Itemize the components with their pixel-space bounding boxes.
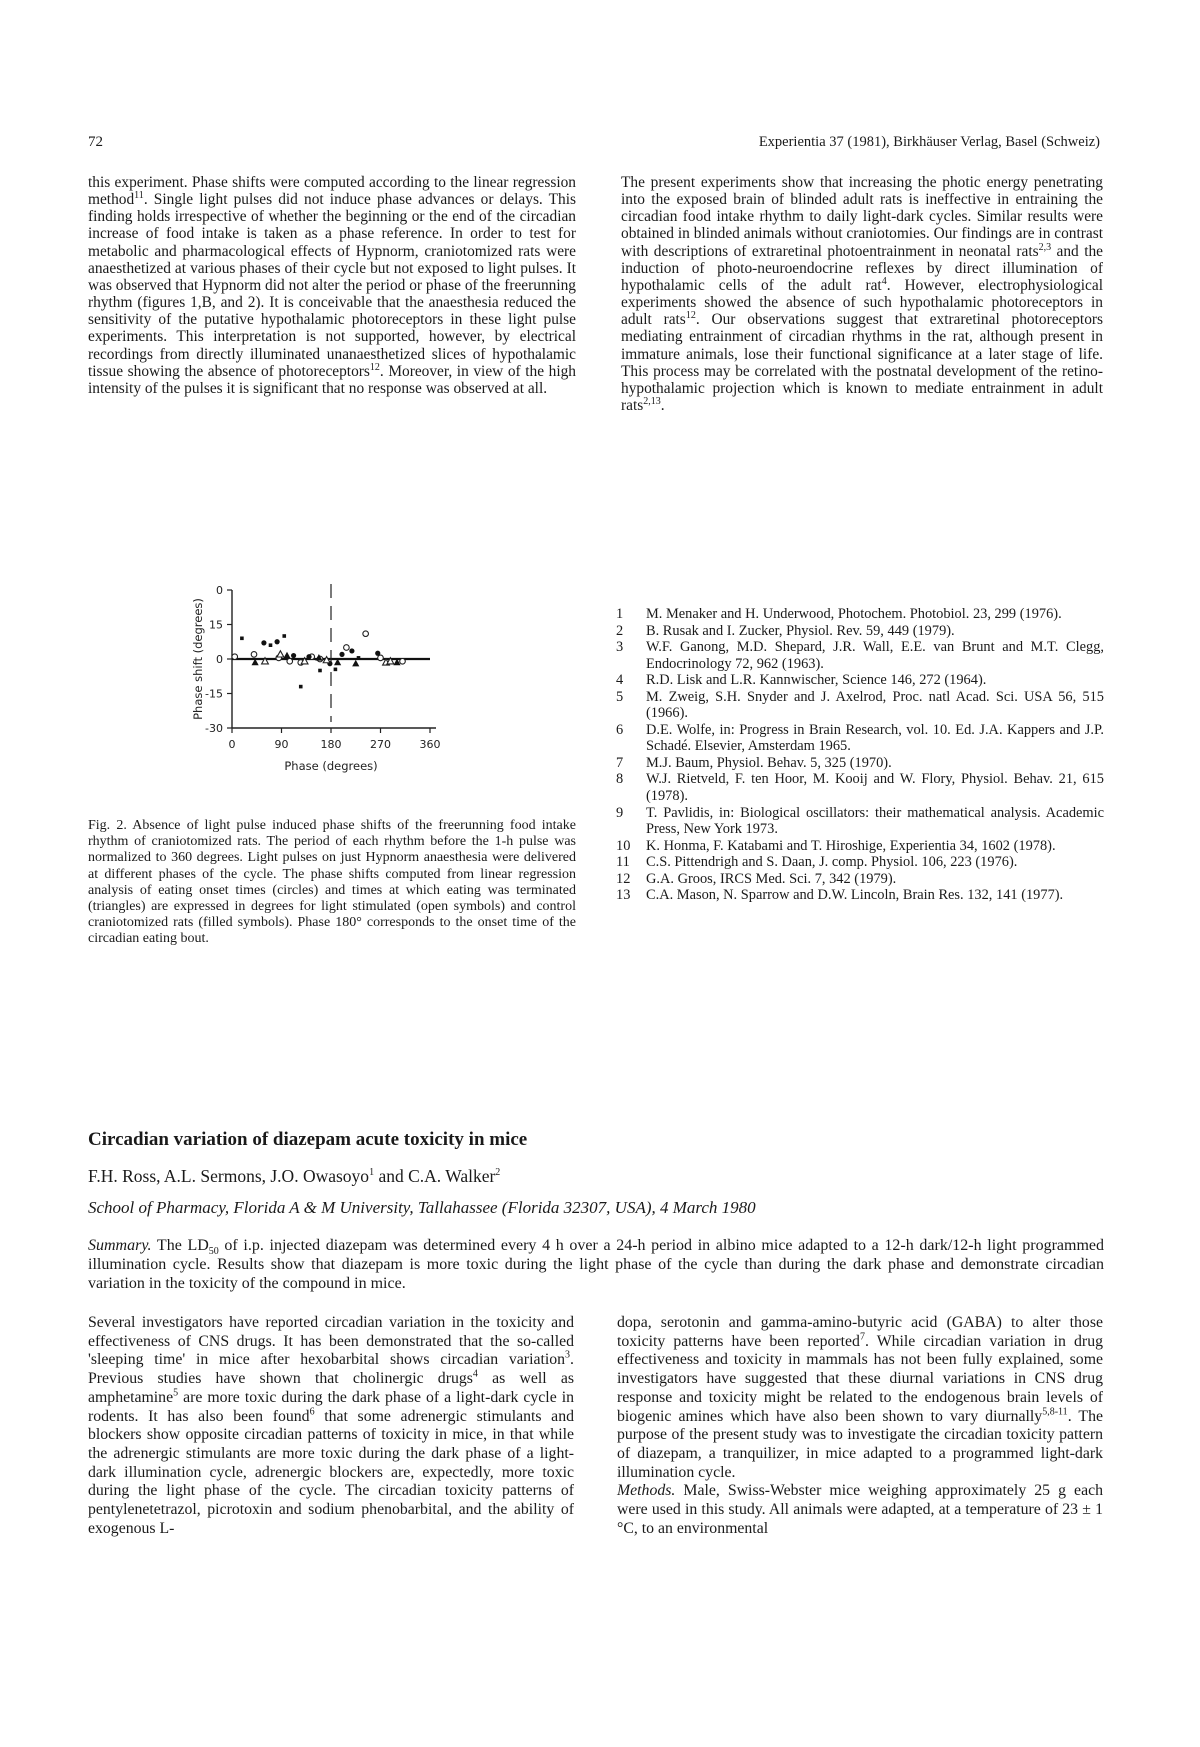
reference-text: G.A. Groos, IRCS Med. Sci. 7, 342 (1979).	[646, 870, 897, 887]
filled-circle-point	[339, 652, 344, 657]
reference-item	[612, 871, 1104, 888]
filled-circle-point	[306, 654, 311, 659]
reference-number: 10	[616, 837, 631, 854]
filled-square-point	[269, 643, 273, 647]
x-tick-label: 180	[320, 738, 342, 751]
open-circle-point	[287, 659, 293, 665]
reference-number: 6	[616, 721, 624, 738]
open-circle-point	[400, 659, 406, 665]
x-tick-label: 90	[274, 738, 289, 751]
prev-article-right-column	[621, 174, 1103, 414]
references-list	[612, 606, 1104, 904]
open-triangle-point	[277, 651, 284, 657]
filled-triangle-point	[283, 652, 290, 659]
reference-text: C.A. Mason, N. Sparrow and D.W. Lincoln, Brain Res. 132, 141 (1977).	[646, 887, 1064, 904]
reference-item	[612, 722, 1104, 755]
reference-item	[612, 623, 1104, 640]
article-body-right	[617, 1314, 1103, 1538]
methods-paragraph: Methods. Male, Swiss-Webster mice weighing approximately 25 g each were used in this study. All animals were adapted, at a temperature of 23 ± 1 °C, to an environmental	[617, 1482, 1103, 1537]
reference-text: K. Honma, F. Katabami and T. Hiroshige, Experientia 34, 1602 (1978).	[646, 837, 1056, 854]
y-tick-label: 0	[216, 584, 223, 597]
x-tick-label: 270	[370, 738, 391, 751]
filled-square-point	[334, 668, 338, 672]
reference-item	[612, 672, 1104, 689]
open-circle-point	[232, 654, 238, 660]
reference-text: T. Pavlidis, in: Biological oscillators: their mathematical analysis. Academic Press, New York 1973.	[646, 804, 1104, 838]
article-body-paragraph-right: dopa, serotonin and gamma-amino-butyric acid (GABA) to alter those toxicity patterns have been reported$^7$. While circadian variation in drug effectiveness and toxicity in mammals has not been fully explained, some investigators have suggested that these diurnal variations in CNS drug response and toxicity might be related to the endogenous brain levels of biogenic amines which have also been shown to vary diurnally$^{5,8-11}$. The purpose of the present study was to investigate the circadian toxicity pattern of diazepam, a tranquilizer, in mice adapted to a programmed light-dark illumination cycle.	[617, 1314, 1103, 1481]
prev-article-paragraph-right: The present experiments show that increasing the photic energy penetrating into the exposed brain of blinded adult rats is ineffective in entraining the circadian food intake rhythm to daily light-dark cycles. Similar results were obtained in blinded animals without craniotomies. Our findings are in contrast with descriptions of extraretinal photoentrainment in neonatal rats$^{2,3}$ and the induction of photo-neuroendocrine reflexes by direct illumination of hypothalamic cells of the adult rat$^4$. However, electrophysiological experiments showed the absence of such hypothalamic photoreceptors in adult rats$^{12}$. Our observations suggest that extraretinal photoreceptors mediating entrainment of circadian rhythms in the rat, although present in immature animals, lose their functional significance at a later stage of life. This process may be correlated with the postnatal development of the retino-hypothalamic projection which is known to mediate entrainment in adult rats$^{2,13}$.	[621, 174, 1103, 415]
reference-number: 12	[616, 870, 631, 887]
reference-number: 5	[616, 688, 624, 705]
reference-item	[612, 887, 1104, 904]
reference-item	[612, 838, 1104, 855]
reference-number: 3	[616, 639, 624, 656]
y-tick-label: 0	[216, 653, 223, 666]
phase-shift-chart	[190, 578, 560, 808]
reference-item	[612, 771, 1104, 804]
open-circle-point	[378, 655, 384, 661]
reference-number: 9	[616, 804, 624, 821]
reference-number: 2	[616, 622, 624, 639]
filled-square-point	[318, 669, 322, 673]
open-circle-point	[251, 652, 257, 658]
prev-article-left-column	[88, 174, 576, 397]
article-title: Circadian variation of diazepam acute toxicity in mice	[88, 1129, 528, 1150]
reference-text: C.S. Pittendrigh and S. Daan, J. comp. Physiol. 106, 223 (1976).	[646, 854, 1018, 871]
reference-number: 1	[616, 606, 624, 622]
article-body-left	[88, 1314, 574, 1538]
reference-item	[612, 854, 1104, 871]
open-circle-point	[363, 631, 369, 637]
article-affiliation: School of Pharmacy, Florida A & M University, Tallahassee (Florida 32307, USA), 4 March 1980	[88, 1198, 756, 1217]
x-tick-label: 360	[419, 738, 441, 751]
y-tick-label: 15	[209, 618, 223, 632]
x-tick-label: 0	[228, 738, 236, 751]
reference-number: 8	[616, 771, 624, 788]
reference-text: W.J. Rietveld, F. ten Hoor, M. Kooij and W. Flory, Physiol. Behav. 21, 615 (1978).	[646, 771, 1104, 805]
chart-labels	[191, 584, 441, 773]
reference-text: D.E. Wolfe, in: Progress in Brain Research, vol. 10. Ed. J.A. Kappers and J.P. Schadé. Elsevier, Amsterdam 1965.	[646, 721, 1104, 755]
reference-number: 13	[616, 887, 631, 904]
y-tick-label: -15	[205, 687, 223, 701]
reference-text: W.F. Ganong, M.D. Shepard, J.R. Wall, E.E. van Brunt and M.T. Clegg, Endocrinology 72, 962 (1963).	[646, 639, 1104, 672]
figure-caption: Fig. 2. Absence of light pulse induced phase shifts of the freerunning food intake rhythm of craniotomized rats. The period of each rhythm before the 1-h pulse was normalized to 360 degrees. Light pulses on just Hypnorm anaesthesia were delivered at different phases of the cycle. The phase shifts computed from linear regression analysis of eating onset times (circles) and times at which eating was terminated (triangles) are expressed in degrees for light stimulated (open symbols) and control craniotomized rats (filled symbols). Phase 180° corresponds to the onset time of the circadian eating bout.	[88, 818, 576, 947]
x-axis-label: Phase (degrees)	[284, 759, 378, 773]
reference-item	[612, 805, 1104, 838]
reference-text: B. Rusak and I. Zucker, Physiol. Rev. 59, 449 (1979).	[646, 622, 955, 639]
reference-item	[612, 755, 1104, 772]
reference-text: M. Zweig, S.H. Snyder and J. Axelrod, Proc. natl Acad. Sci. USA 56, 515 (1966).	[646, 688, 1104, 722]
prev-article-paragraph-left: this experiment. Phase shifts were computed according to the linear regression method$^{11}$. Single light pulses did not induce phase advances or delays. This finding holds irrespective of whether the beginning or the end of the circadian increase of food intake is taken as a phase reference. In order to test for metabolic and pharmacological effects of Hypnorm, craniotomized rats were anaesthetized at various phases of their cycle but not exposed to light pulses. It was observed that Hypnorm did not alter the period or phase of the freerunning rhythm (figures 1,B, and 2). It is conceivable that the anaesthesia reduced the sensitivity of the putative hypothalamic photoreceptors in these light pulse experiments. This interpretation is not supported, however, by electrical recordings from directly illuminated unanaesthetized slices of hypothalamic tissue showing the absence of photoreceptors$^{12}$. Moreover, in view of the high intensity of the pulses it is significant that no response was observed at all.	[88, 174, 576, 397]
reference-item	[612, 689, 1104, 722]
filled-circle-point	[291, 653, 296, 658]
reference-item	[612, 639, 1104, 672]
y-tick-label: -30	[205, 722, 223, 735]
reference-text: R.D. Lisk and L.R. Kannwischer, Science 146, 272 (1964).	[646, 672, 987, 689]
filled-circle-point	[349, 648, 354, 653]
article-summary: Summary. The $LD_{50}$ of i.p. injected diazepam was determined every 4 h over a 24-h period in albino mice adapted to a 12-h dark/12-h light programmed illumination cycle. Results show that diazepam is more toxic during the light phase of the cycle than during the dark phase and demonstrate circadian variation in the toxicity of the compound in mice.	[88, 1237, 1104, 1292]
filled-square-point	[240, 637, 244, 641]
open-circle-point	[344, 645, 350, 651]
page-number: 72	[88, 134, 103, 150]
filled-square-point	[357, 656, 361, 660]
filled-square-point	[299, 685, 303, 689]
filled-circle-point	[375, 651, 380, 656]
chart-axes	[227, 584, 436, 733]
journal-header: Experientia 37 (1981), Birkhäuser Verlag, Basel (Schweiz)	[758, 134, 1100, 150]
filled-circle-point	[275, 639, 280, 644]
reference-text: M. Menaker and H. Underwood, Photochem. Photobiol. 23, 299 (1976).	[646, 606, 1062, 622]
filled-square-point	[282, 634, 286, 638]
filled-circle-point	[261, 640, 266, 645]
reference-number: 7	[616, 754, 624, 771]
article-authors: F.H. Ross, A.L. Sermons, J.O. Owasoyo$^1$ and C.A. Walker$^2$	[88, 1166, 501, 1186]
reference-item	[612, 606, 1104, 623]
reference-number: 4	[616, 672, 624, 689]
reference-text: M.J. Baum, Physiol. Behav. 5, 325 (1970).	[646, 754, 892, 771]
filled-triangle-point	[352, 660, 359, 667]
reference-number: 11	[616, 854, 630, 871]
article-body-paragraph-left: Several investigators have reported circadian variation in the toxicity and effectiveness of CNS drugs. It has been demonstrated that the so-called 'sleeping time' in mice after hexobarbital shows circadian variation$^3$. Previous studies have shown that cholinergic drugs$^4$ as well as amphetamine$^5$ are more toxic during the dark phase of a light-dark cycle in rodents. It has also been found$^6$ that some adrenergic stimulants and blockers show opposite circadian patterns of toxicity in mice, in that while the adrenergic stimulants are more toxic during the dark phase of a light-dark illumination cycle, adrenergic blockers are, expectedly, more toxic during the light phase of the cycle. The circadian toxicity patterns of pentylenetetrazol, picrotoxin and sodium phenobarbital, and the ability of exogenous L-	[88, 1314, 574, 1537]
y-axis-label: Phase shift (degrees)	[191, 598, 205, 720]
figure-2	[190, 578, 560, 813]
